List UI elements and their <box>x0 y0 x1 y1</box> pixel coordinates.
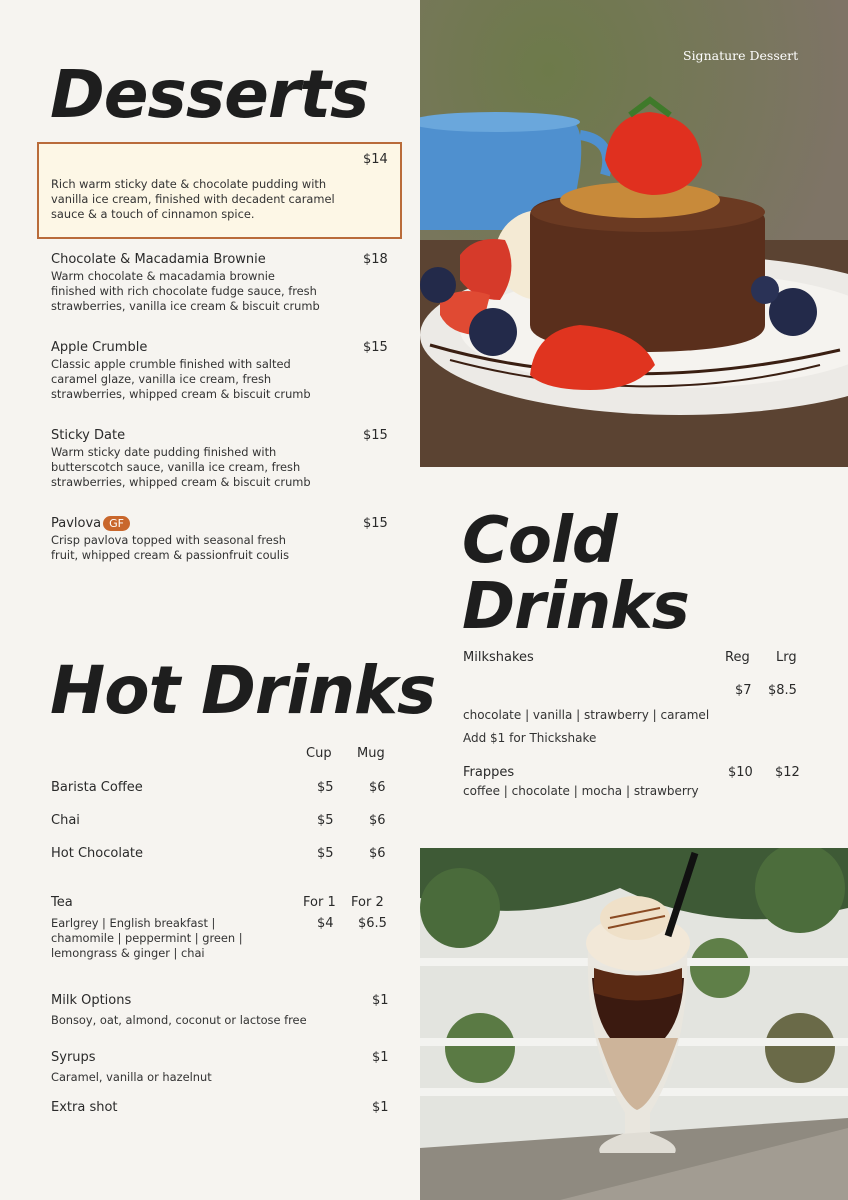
dessert-desc-sticky-date: Warm sticky date pudding finished with butterscotch sauce, vanilla ice cream, fresh strawberries, whipped cream & biscuit crumb <box>51 445 311 489</box>
frappes-flavours: coffee | chocolate | mocha | strawberry <box>463 784 699 798</box>
pavlova-label: Pavlova <box>51 516 102 531</box>
tea-col-for1: For 1 <box>303 895 336 910</box>
hot-name-barista-coffee: Barista Coffee <box>51 780 143 795</box>
milk-options-price: $1 <box>372 993 389 1008</box>
hot-mug-barista-coffee: $6 <box>369 780 386 795</box>
hot-cup-chai: $5 <box>317 813 334 828</box>
syrups-name: Syrups <box>51 1050 96 1065</box>
milk-options-desc: Bonsoy, oat, almond, coconut or lactose free <box>51 1013 307 1027</box>
featured-dessert-price: $14 <box>363 152 388 167</box>
milkshakes-name: Milkshakes <box>463 650 534 665</box>
dessert-price-pavlova: $15 <box>363 516 388 531</box>
featured-dessert-description: Rich warm sticky date & chocolate pudding with vanilla ice cream, finished with decadent caramel sauce & a touch of cinnamon spice. <box>51 177 335 221</box>
dessert-price-brownie: $18 <box>363 252 388 267</box>
thickshake-note: Add $1 for Thickshake <box>463 731 597 745</box>
hot-drinks-heading: Hot Drinks <box>50 652 436 729</box>
dessert-desc-pavlova: Crisp pavlova topped with seasonal fresh fruit, whipped cream & passionfruit coulis <box>51 533 290 562</box>
milkshakes-flavours: chocolate | vanilla | strawberry | caramel <box>463 708 710 722</box>
frappes-price-reg: $10 <box>728 765 753 780</box>
hot-mug-hot-chocolate: $6 <box>369 846 386 861</box>
cold-col-lrg: Lrg <box>776 650 797 665</box>
dessert-name-sticky-date: Sticky Date <box>51 428 126 443</box>
cold-drinks-heading-line1: Cold <box>462 504 617 578</box>
dessert-name-brownie: Chocolate & Macadamia Brownie <box>51 252 266 267</box>
frappes-price-lrg: $12 <box>775 765 800 780</box>
hot-col-cup: Cup <box>306 746 332 761</box>
cold-drinks-heading-line2: Drinks <box>462 570 689 644</box>
cold-col-reg: Reg <box>725 650 750 665</box>
tea-varieties: Earlgrey | English breakfast | chamomile | peppermint | green | lemongrass & ginger | chai <box>51 916 243 960</box>
dessert-desc-brownie: Warm chocolate & macadamia brownie finished with rich chocolate fudge sauce, fresh strawberries, vanilla ice cream & biscuit crumb <box>51 269 320 313</box>
tea-price-for2: $6.5 <box>358 916 387 931</box>
tea-col-for2: For 2 <box>351 895 384 910</box>
tea-price-for1: $4 <box>317 916 334 931</box>
signature-dessert-photo <box>420 0 848 467</box>
dessert-desc-apple-crumble: Classic apple crumble finished with salted caramel glaze, vanilla ice cream, fresh strawberries, whipped cream & biscuit crumb <box>51 357 311 401</box>
frappes-name: Frappes <box>463 765 515 780</box>
hot-cup-barista-coffee: $5 <box>317 780 334 795</box>
dessert-price-sticky-date: $15 <box>363 428 388 443</box>
cold-drinks-heading <box>462 504 689 644</box>
extra-shot-price: $1 <box>372 1100 389 1115</box>
milkshakes-price-lrg: $8.5 <box>768 683 797 698</box>
syrups-desc: Caramel, vanilla or hazelnut <box>51 1070 212 1084</box>
dessert-name-pavlova <box>51 516 130 531</box>
milkshakes-price-reg: $7 <box>735 683 752 698</box>
milk-options-name: Milk Options <box>51 993 132 1008</box>
dessert-name-apple-crumble: Apple Crumble <box>51 340 148 355</box>
hot-cup-hot-chocolate: $5 <box>317 846 334 861</box>
hot-col-mug: Mug <box>357 746 385 761</box>
dessert-price-apple-crumble: $15 <box>363 340 388 355</box>
extra-shot-name: Extra shot <box>51 1100 118 1115</box>
hot-name-hot-chocolate: Hot Chocolate <box>51 846 144 861</box>
syrups-price: $1 <box>372 1050 389 1065</box>
signature-dessert-label: Signature Dessert <box>683 48 799 63</box>
hot-mug-chai: $6 <box>369 813 386 828</box>
desserts-heading: Desserts <box>50 56 369 133</box>
hot-name-chai: Chai <box>51 813 80 828</box>
milkshake-photo <box>420 848 848 1200</box>
gluten-free-badge: GF <box>103 516 130 531</box>
tea-name: Tea <box>51 895 73 910</box>
